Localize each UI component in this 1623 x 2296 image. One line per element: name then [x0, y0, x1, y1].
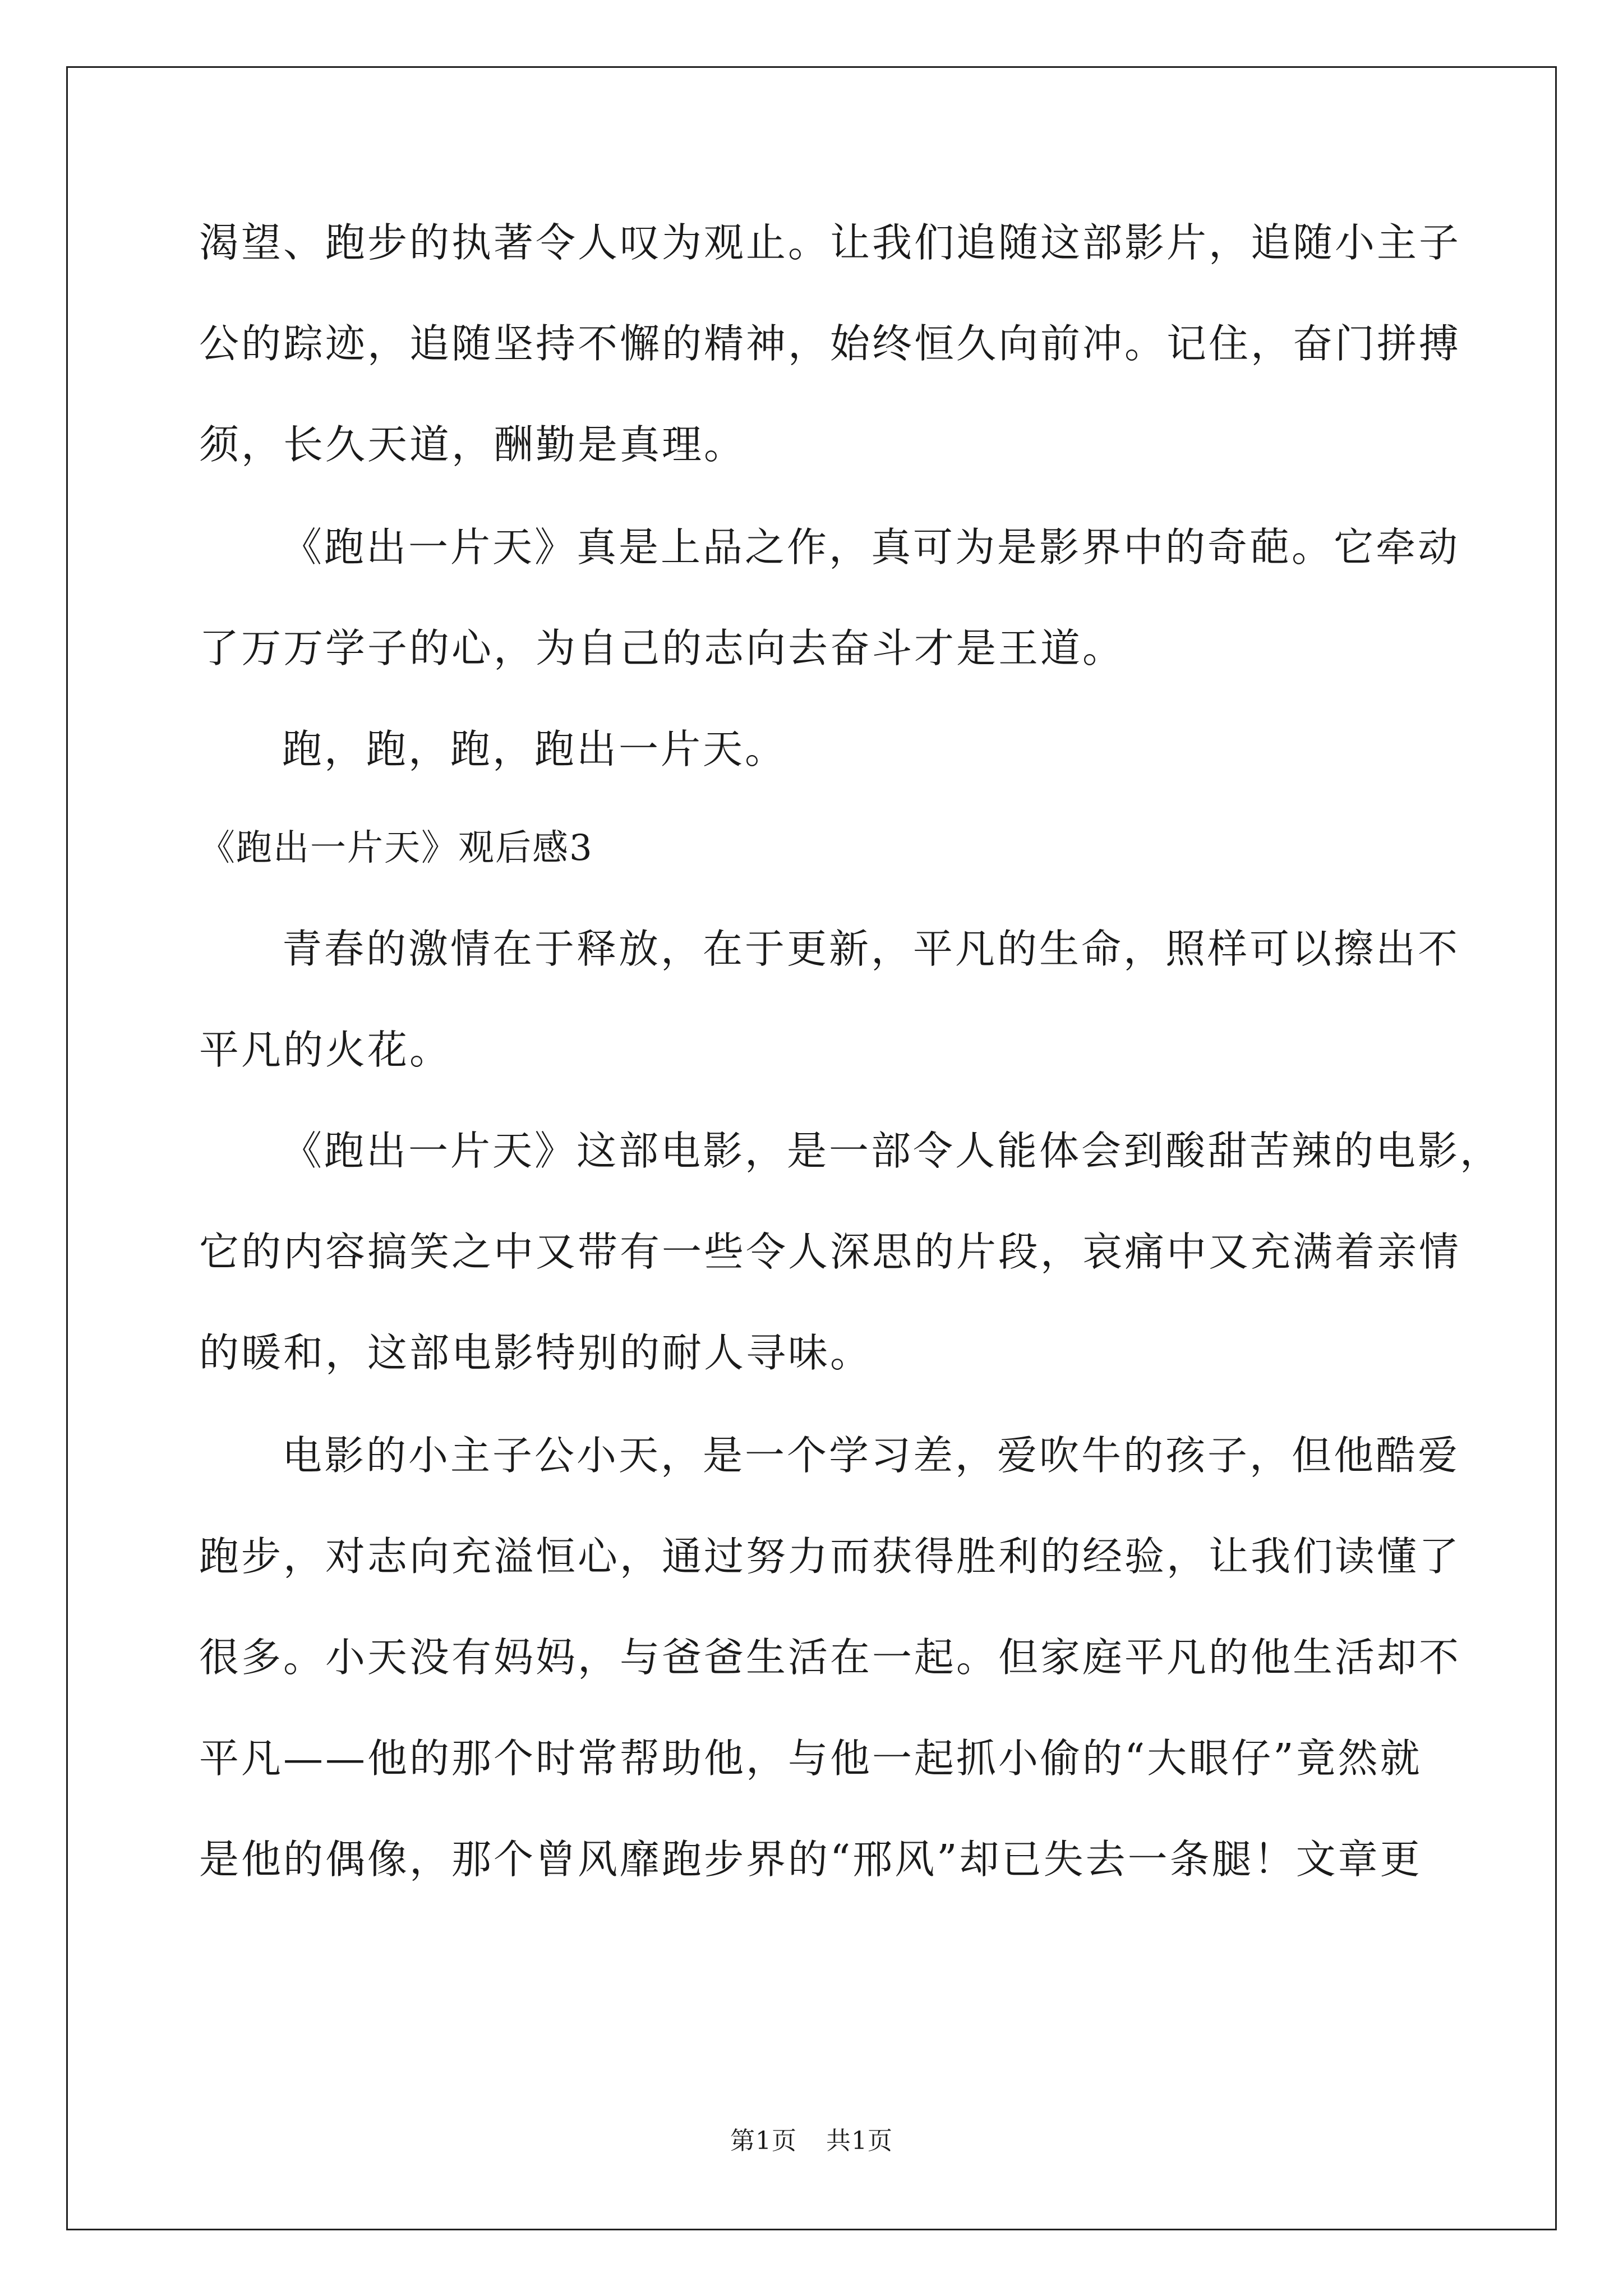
text-line: 平凡——他的那个时常帮助他，与他一起抓小偷的“大眼仔”竟然就	[199, 1735, 1422, 1782]
text-line: 《跑出一片天》这部电影，是一部令人能体会到酸甜苦辣的电影，	[282, 1128, 1502, 1174]
page-total: 共1页	[826, 2127, 893, 2155]
text-line: 公的踪迹，追随坚持不懈的精神，始终恒久向前冲。记住，奋门拼搏	[199, 320, 1461, 367]
page-number: 第1页	[730, 2127, 797, 2155]
text-line: 平凡的火花。	[199, 1027, 452, 1073]
text-line: 须，长久天道，酬勤是真理。	[199, 421, 746, 468]
text-line: 的暖和，这部电影特别的耐人寻味。	[199, 1329, 873, 1376]
text-line: 跑步，对志向充溢恒心，通过努力而获得胜利的经验，让我们读懂了	[199, 1533, 1461, 1580]
text-line: 跑，跑，跑，跑出一片天。	[282, 726, 787, 772]
text-line: 是他的偶像，那个曾风靡跑步界的“邢风”却已失去一条腿！文章更	[199, 1836, 1422, 1883]
text-line: 《跑出一片天》真是上品之作，真可为是影界中的奇葩。它牵动	[282, 524, 1460, 570]
text-line: 渴望、跑步的执著令人叹为观止。让我们追随这部影片，追随小主子	[199, 219, 1461, 266]
page-footer	[0, 2124, 1623, 2158]
text-line: 电影的小主子公小天，是一个学习差，爱吹牛的孩子，但他酷爱	[282, 1432, 1460, 1479]
text-line: 它的内容搞笑之中又带有一些令人深思的片段，哀痛中又充满着亲情	[199, 1228, 1461, 1275]
text-line: 很多。小天没有妈妈，与爸爸生活在一起。但家庭平凡的他生活却不	[199, 1634, 1461, 1681]
text-line: 了万万学子的心，为自己的志向去奋斗才是王道。	[199, 625, 1125, 671]
text-line: 青春的激情在于释放，在于更新，平凡的生命，照样可以擦出不	[282, 926, 1460, 972]
section-heading: 《跑出一片天》观后感3	[199, 827, 593, 869]
